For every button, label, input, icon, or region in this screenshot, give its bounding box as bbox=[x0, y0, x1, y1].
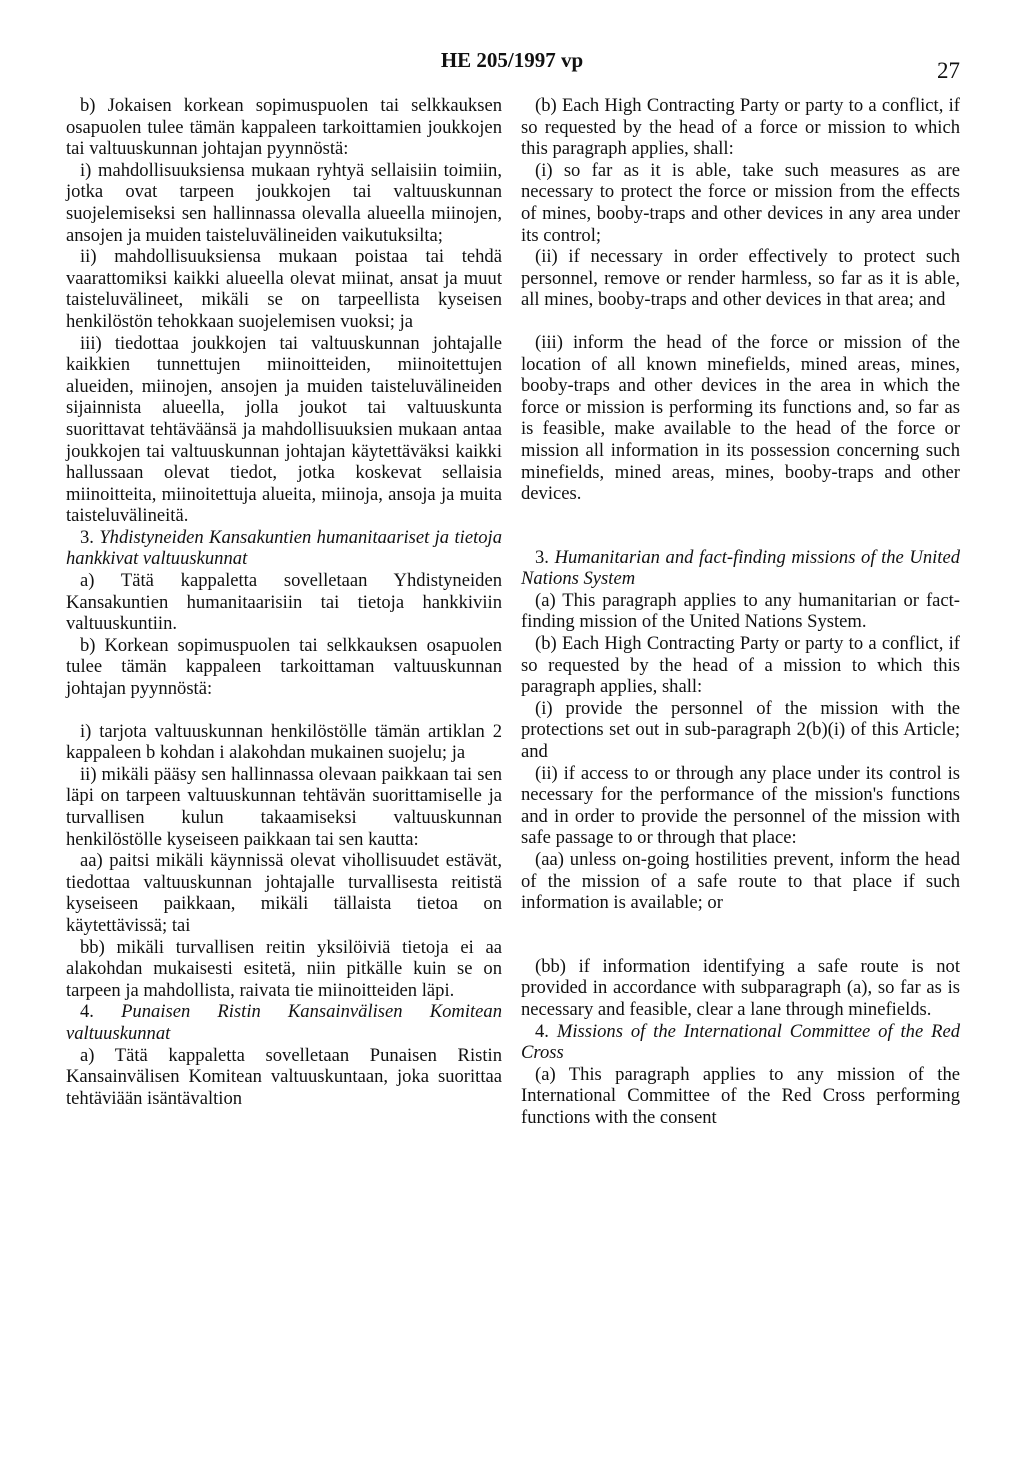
page-number: 27 bbox=[937, 58, 960, 83]
fi-section-3-a: a) Tätä kappaletta sovelletaan Yhdistyneiden Kansakuntien humanitaarisiin tai tietoja hankkiviin valtuuskuntiin. bbox=[66, 570, 502, 635]
en-section-4-title: Missions of the International Committee of the Red Cross bbox=[521, 1020, 960, 1064]
en-paragraph-b: (b) Each High Contracting Party or party to a conflict, if so requested by the head of a force or mission to which this paragraph applies, shall: bbox=[521, 95, 960, 160]
fi-section-3-title: Yhdistyneiden Kansakuntien humanitaariset ja tietoja hankkivat valtuuskunnat bbox=[66, 526, 502, 570]
spacer bbox=[66, 700, 502, 721]
fi-section-4-title: Punaisen Ristin Kansainvälisen Komitean valtuuskunnat bbox=[66, 1001, 502, 1044]
fi-section-4-number: 4. bbox=[80, 1001, 94, 1023]
fi-section-3-item-bb: bb) mikäli turvallisen reitin yksilöiviä tietoja ei aa alakohdan mukaisesti esitetä, niin pitkälle kuin se on tarpeen ja mahdollista, raivata tie miinoitteiden läpi. bbox=[66, 936, 502, 1001]
en-section-3-heading bbox=[521, 547, 960, 590]
english-column bbox=[521, 95, 960, 1129]
finnish-column bbox=[66, 95, 502, 1109]
en-section-3-item-i: (i) provide the personnel of the mission with the protections set out in sub-paragraph 2(b)(i) of this Article; and bbox=[521, 697, 960, 763]
en-section-3-item-bb: (bb) if information identifying a safe route is not provided in accordance with subparagraph (a), so far as is necessary and feasible, clear a lane through minefields. bbox=[521, 955, 960, 1020]
en-section-4-heading bbox=[521, 1021, 960, 1064]
fi-item-ii: ii) mahdollisuuksiensa mukaan poistaa tai tehdä vaarattomiksi kaikki alueella olevat miinat, ansat ja muut taisteluvälineet, mikäli se on tarpeellista kyseisen henkilöstön tehokkaan suojelemisen vuoksi; ja bbox=[66, 246, 502, 332]
fi-section-3-item-i: i) tarjota valtuuskunnan henkilöstölle tämän artiklan 2 kappaleen b kohdan i alakohdan mukainen suojelu; ja bbox=[66, 720, 502, 764]
fi-section-4-heading bbox=[66, 1001, 502, 1044]
en-item-iii: (iii) inform the head of the force or mission of the location of all known minefields, mined areas, mines, booby-traps and other devices in the area in which the force or mission is performing its functions and, so far as is feasible, make available to the head of the force or mission all information in its possession concerning such minefields, mined areas, mines, booby-traps and other devices. bbox=[521, 331, 960, 505]
page-header-title: HE 205/1997 vp bbox=[440, 48, 584, 72]
spacer bbox=[521, 914, 960, 956]
fi-section-4-a: a) Tätä kappaletta sovelletaan Punaisen Ristin Kansainvälisen Komitean valtuuskuntaan, joka suorittaa tehtäviään isäntävaltion bbox=[66, 1044, 502, 1109]
en-section-3-title: Humanitarian and fact-finding missions of the United Nations System bbox=[521, 546, 960, 590]
fi-section-3-item-ii: ii) mikäli pääsy sen hallinnassa olevaan paikkaan tai sen läpi on tarpeen valtuuskunnan tehtävän suorittamiselle ja turvallisen kulun takaamiseksi valtuuskunnan henkilöstölle kyseiseen paikkaan tai sen kautta: bbox=[66, 763, 502, 850]
en-section-3-b: (b) Each High Contracting Party or party to a conflict, if so requested by the head of a mission to which this paragraph applies, shall: bbox=[521, 633, 960, 698]
fi-section-3-number: 3. bbox=[80, 526, 94, 548]
en-item-i: (i) so far as it is able, take such measures as are necessary to protect the force or mission from the effects of mines, booby-traps and other devices in any area under its control; bbox=[521, 159, 960, 246]
en-section-3-number: 3. bbox=[535, 546, 549, 568]
en-section-4-a: (a) This paragraph applies to any mission of the International Committee of the Red Cross performing functions with the consent bbox=[521, 1063, 960, 1128]
fi-item-iii: iii) tiedottaa joukkojen tai valtuuskunnan johtajalle kaikkien tunnettujen miinoitteiden, miinoitettujen alueiden, miinojen, ansojen ja muiden taisteluvälineiden sijainnista alueella, jolla joukot tai valtuuskunta suorittavat tehtäväänsä ja mahdollisuuksien mukaan antaa joukkojen tai valtuuskunnan johtajan käytettäväksi kaikki hallussaan olevat tiedot, jotka koskevat sellaisia miinoitteita, miinoitettuja alueita, miinoja, ansoja ja muita taisteluvälineitä. bbox=[66, 332, 502, 527]
en-item-ii: (ii) if necessary in order effectively to protect such personnel, remove or render harmless, so far as it is able, all mines, booby-traps and other devices in that area; and bbox=[521, 246, 960, 311]
spacer bbox=[521, 311, 960, 332]
en-section-3-a: (a) This paragraph applies to any humanitarian or fact-finding mission of the United Nations System. bbox=[521, 589, 960, 633]
fi-section-3-item-aa: aa) paitsi mikäli käynnissä olevat vihollisuudet estävät, tiedottaa valtuuskunnan johtajalle turvallisesta reitistä kyseiseen paikkaan, mikäli tällaista tietoa on käytettävissä; tai bbox=[66, 850, 502, 936]
fi-section-3-heading bbox=[66, 527, 502, 570]
en-section-3-item-ii: (ii) if access to or through any place under its control is necessary for the performance of the mission's functions and in order to provide the personnel of the mission with safe passage to or through that place: bbox=[521, 762, 960, 849]
spacer bbox=[521, 505, 960, 547]
fi-section-3-b: b) Korkean sopimuspuolen tai selkkauksen osapuolen tulee tämän kappaleen tarkoittaman valtuuskunnan johtajan pyynnöstä: bbox=[66, 634, 502, 700]
en-section-4-number: 4. bbox=[535, 1020, 549, 1042]
fi-paragraph-b: b) Jokaisen korkean sopimuspuolen tai selkkauksen osapuolen tulee tämän kappaleen tarkoittamien joukkojen tai valtuuskunnan johtajan pyynnöstä: bbox=[66, 95, 502, 160]
en-section-3-item-aa: (aa) unless on-going hostilities prevent, inform the head of the mission of a safe route to that place if such information is available; or bbox=[521, 849, 960, 914]
fi-item-i: i) mahdollisuuksiensa mukaan ryhtyä sellaisiin toimiin, jotka ovat tarpeen joukkojen tai valtuuskunnan suojelemiseksi sen hallinnassa olevalla alueella miinojen, ansojen ja muiden taisteluvälineiden vaikutuksilta; bbox=[66, 159, 502, 246]
